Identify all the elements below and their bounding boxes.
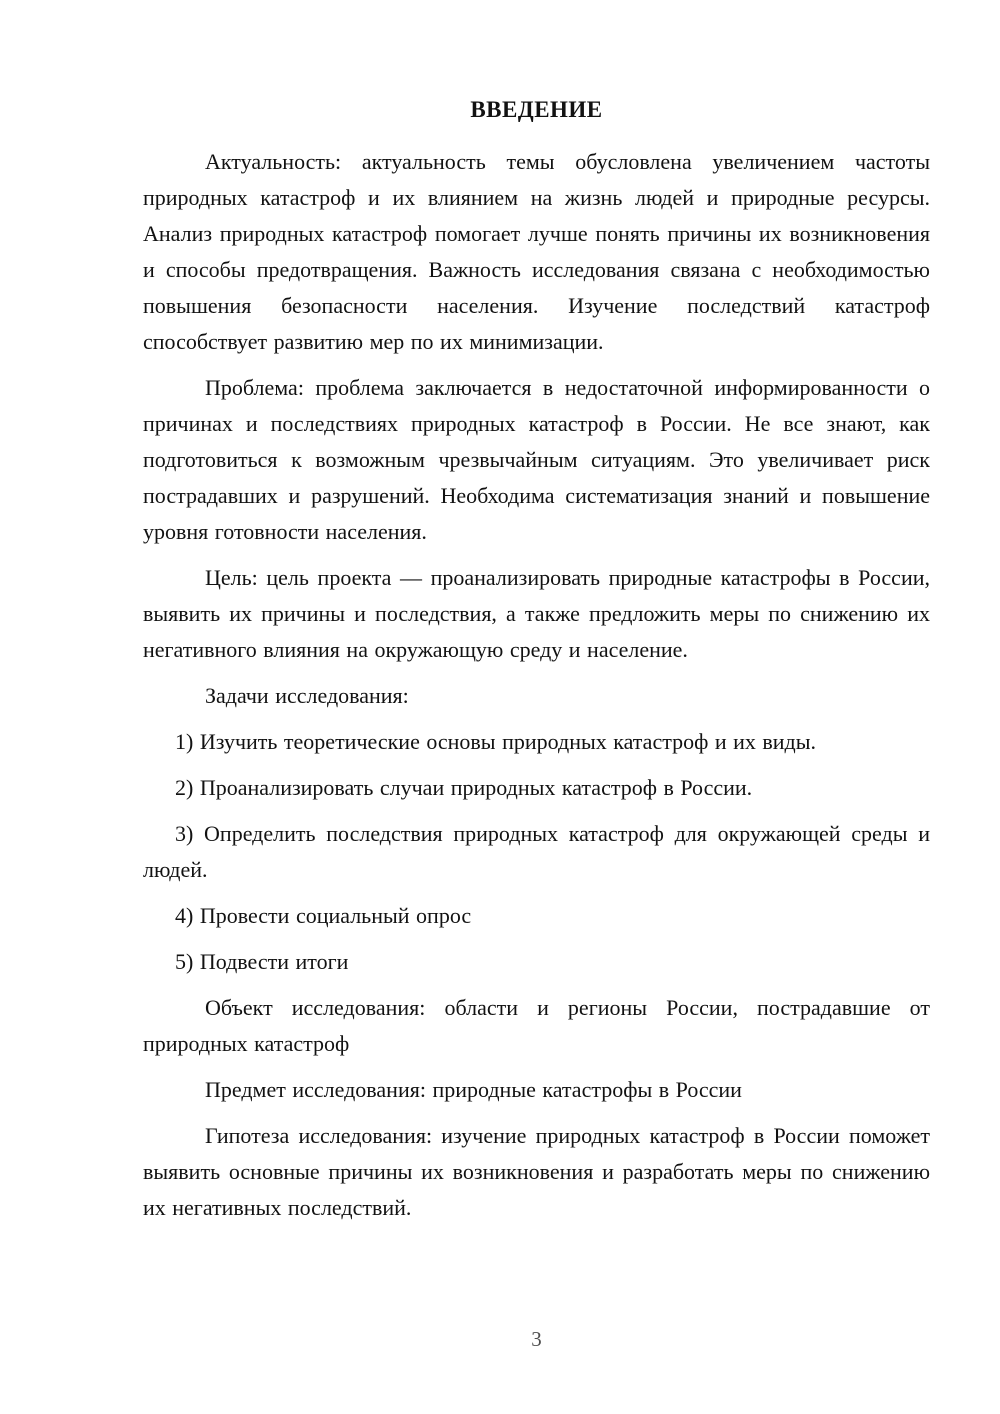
paragraph-predmet: Предмет исследования: природные катастрофы в России [205, 1077, 742, 1102]
paragraph-gipoteza: Гипотеза исследования: изучение природных катастроф в России поможет выявить основные причины их возникновения и разработать меры по снижению их негативных последствий. [143, 1123, 930, 1220]
document-content [143, 92, 930, 1236]
task-item-4: 4) Провести социальный опрос [175, 903, 472, 928]
paragraph-tsel: Цель: цель проекта — проанализировать природные катастрофы в России, выявить их причины и последствия, а также предложить меры по снижению их негативного влияния на окружающую среду и население. [143, 565, 930, 662]
task-item-1: 1) Изучить теоретические основы природных катастроф и их виды. [175, 729, 817, 754]
page-title: ВВЕДЕНИЕ [470, 97, 603, 122]
task-item-5: 5) Подвести итоги [175, 949, 349, 974]
paragraph-aktualnost: Актуальность: актуальность темы обусловлена увеличением частоты природных катастроф и их влиянием на жизнь людей и природные ресурсы. Анализ природных катастроф помогает лучше понять причины их возникновения и способы предотвращения. Важность исследования связана с необходимостью повышения безопасности населения. Изучение последствий катастроф способствует развитию мер по их минимизации. [143, 149, 930, 354]
task-item-3: 3) Определить последствия природных катастроф для окружающей среды и людей. [143, 821, 930, 882]
paragraph-obekt: Объект исследования: области и регионы России, пострадавшие от природных катастроф [143, 995, 930, 1056]
task-item-2: 2) Проанализировать случаи природных катастроф в России. [175, 775, 753, 800]
page-number: 3 [531, 1327, 542, 1351]
paragraph-problema: Проблема: проблема заключается в недостаточной информированности о причинах и последствиях природных катастроф в России. Не все знают, как подготовиться к возможным чрезвычайным ситуациям. Это увеличивает риск пострадавших и разрушений. Необходима систематизация знаний и повышение уровня готовности населения. [143, 375, 930, 544]
paragraph-zadachi-heading: Задачи исследования: [205, 683, 409, 708]
